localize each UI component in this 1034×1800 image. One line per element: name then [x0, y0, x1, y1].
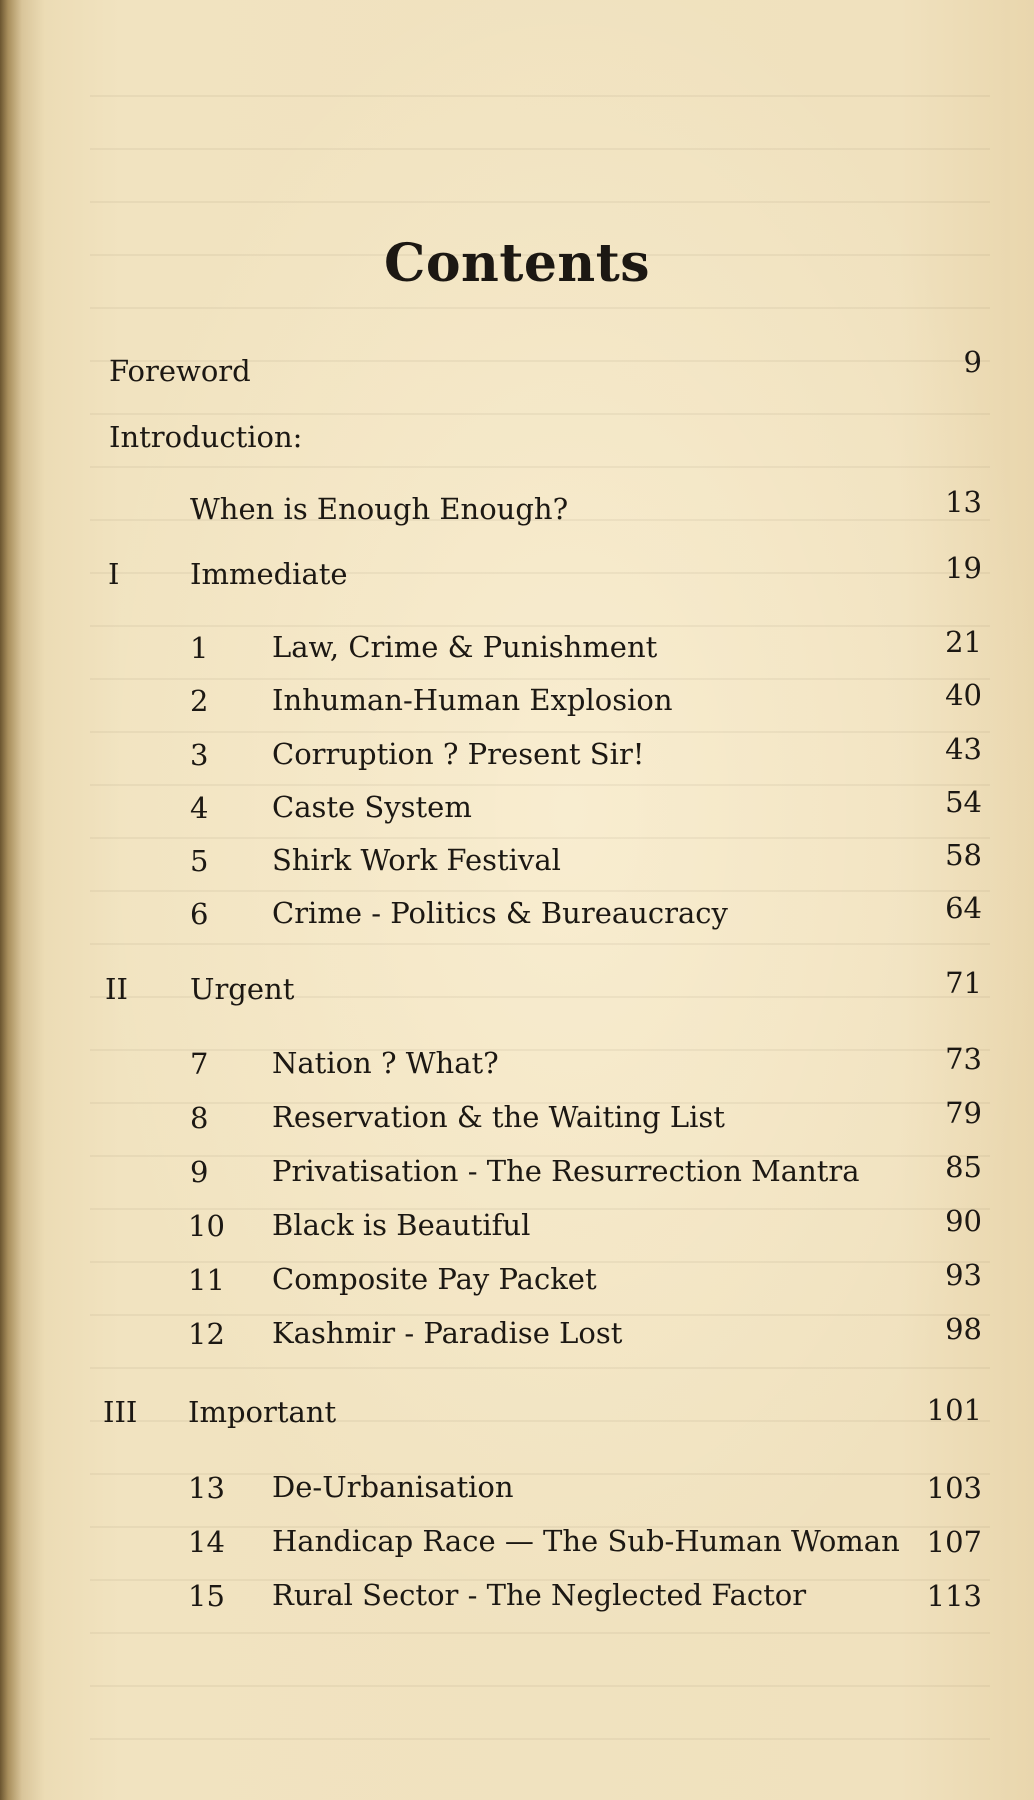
part-numeral: II — [105, 972, 128, 1006]
chapter-page: 113 — [926, 1579, 982, 1613]
chapter-page: 40 — [945, 678, 982, 712]
part-page: 71 — [945, 966, 982, 1000]
page-title: Contents — [383, 233, 651, 294]
chapter-number: 3 — [190, 738, 209, 772]
chapter-page: 54 — [945, 785, 982, 819]
chapter-title: Rural Sector - The Neglected Factor — [272, 1578, 807, 1612]
chapter-number: 13 — [188, 1471, 225, 1505]
chapter-number: 7 — [190, 1047, 209, 1081]
chapter-title: Black is Beautiful — [272, 1208, 531, 1242]
part-page: 19 — [945, 551, 982, 585]
chapter-title: Inhuman-Human Explosion — [272, 683, 673, 717]
chapter-title: Law, Crime & Punishment — [272, 630, 658, 664]
chapter-number: 6 — [190, 897, 209, 931]
part-title: Immediate — [190, 557, 348, 591]
chapter-page: 90 — [945, 1204, 982, 1238]
chapter-number: 2 — [190, 684, 209, 718]
chapter-page: 103 — [926, 1471, 982, 1505]
introduction-entry-title: When is Enough Enough? — [190, 492, 569, 526]
chapter-title: De-Urbanisation — [272, 1470, 514, 1504]
chapter-page: 73 — [945, 1042, 982, 1076]
chapter-title: Privatisation - The Resurrection Mantra — [272, 1154, 860, 1188]
chapter-page: 98 — [945, 1312, 982, 1346]
part-page: 101 — [926, 1393, 982, 1427]
chapter-title: Shirk Work Festival — [272, 843, 561, 877]
chapter-title: Handicap Race — The Sub-Human Woman — [272, 1524, 900, 1558]
chapter-title: Corruption ? Present Sir! — [272, 737, 645, 771]
chapter-number: 11 — [188, 1263, 225, 1297]
part-numeral: I — [108, 557, 120, 591]
chapter-number: 9 — [190, 1155, 209, 1189]
chapter-number: 14 — [188, 1525, 225, 1559]
chapter-title: Composite Pay Packet — [272, 1262, 597, 1296]
chapter-number: 1 — [190, 631, 209, 665]
part-title: Urgent — [190, 972, 295, 1006]
chapter-page: 79 — [945, 1096, 982, 1130]
chapter-page: 107 — [926, 1525, 982, 1559]
chapter-page: 21 — [945, 625, 982, 659]
foreword-label: Foreword — [109, 354, 251, 388]
chapter-page: 43 — [945, 732, 982, 766]
chapter-number: 10 — [188, 1209, 225, 1243]
part-title: Important — [188, 1395, 337, 1429]
part-numeral: III — [103, 1395, 138, 1429]
chapter-number: 15 — [188, 1579, 225, 1613]
chapter-page: 93 — [945, 1258, 982, 1292]
chapter-number: 12 — [188, 1317, 225, 1351]
chapter-title: Reservation & the Waiting List — [272, 1100, 725, 1134]
chapter-page: 85 — [945, 1150, 982, 1184]
chapter-number: 8 — [190, 1101, 209, 1135]
chapter-title: Caste System — [272, 790, 472, 824]
foreword-page: 9 — [963, 345, 982, 379]
chapter-page: 64 — [945, 891, 982, 925]
chapter-number: 4 — [190, 791, 209, 825]
chapter-title: Crime - Politics & Bureaucracy — [272, 896, 728, 930]
introduction-label: Introduction: — [109, 420, 303, 454]
chapter-title: Nation ? What? — [272, 1046, 499, 1080]
chapter-page: 58 — [945, 838, 982, 872]
introduction-entry-page: 13 — [945, 485, 982, 519]
chapter-number: 5 — [190, 844, 209, 878]
chapter-title: Kashmir - Paradise Lost — [272, 1316, 623, 1350]
